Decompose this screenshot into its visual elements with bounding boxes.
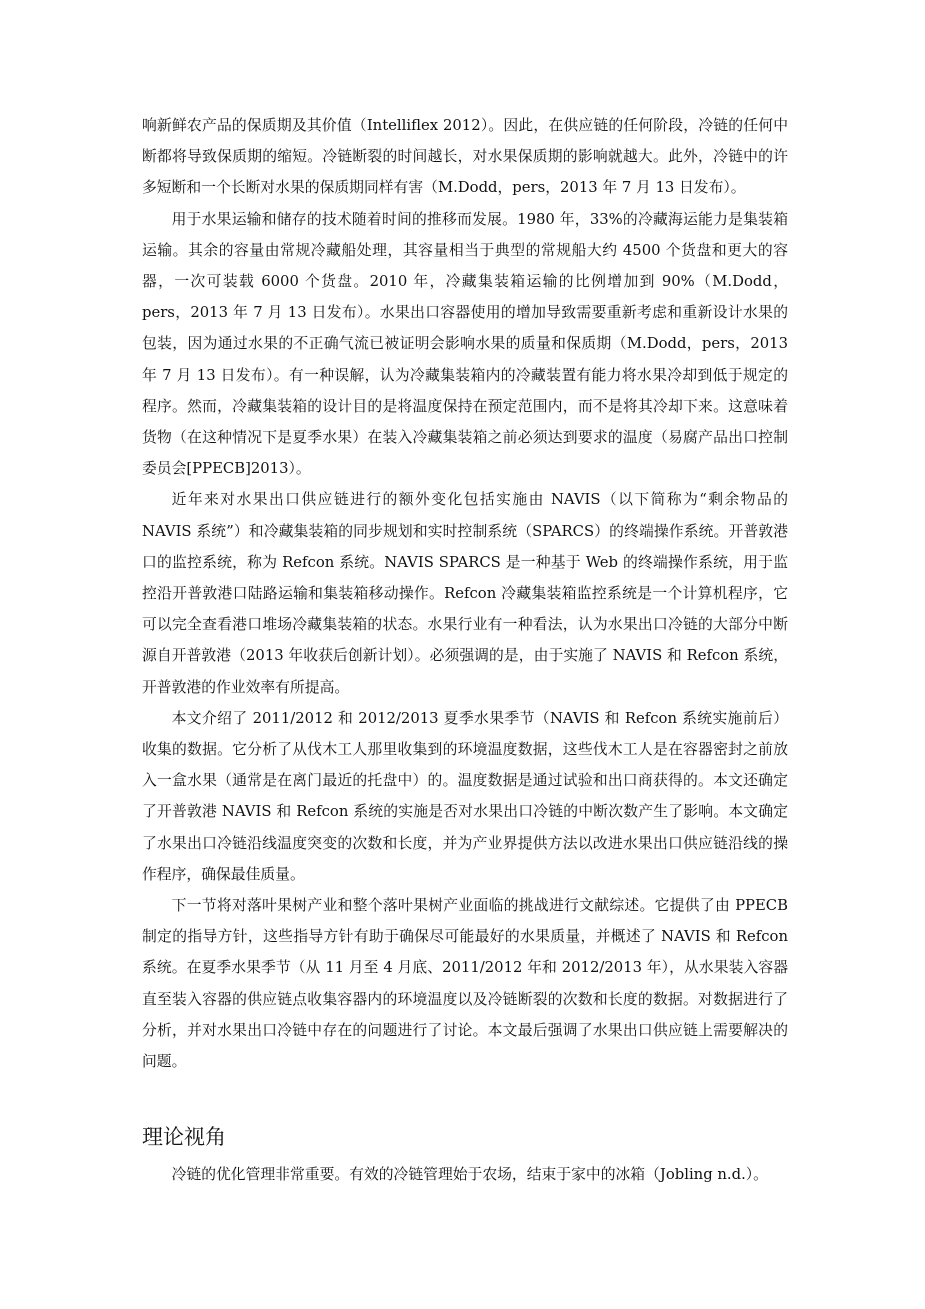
paragraph-outline: 下一节将对落叶果树产业和整个落叶果树产业面临的挑战进行文献综述。它提供了由 PPECB 制定的指导方针，这些指导方针有助于确保尽可能最好的水果质量，并概述了 NAVIS 和 Refcon 系统。在夏季水果季节（从 11 月至 4 月底、2011/2012 年和 2012/2013 年），从水果装入容器直至装入容器的供应链点收集容器内的环境温度以及冷链断裂的次数和长度的数据。对数据进行了分析，并对水果出口冷链中存在的问题进行了讨论。本文最后强调了水果出口供应链上需要解决的问题。: [142, 897, 788, 1071]
document-page: [142, 110, 788, 1191]
paragraph-continued: 响新鲜农产品的保质期及其价值（Intelliflex 2012）。因此，在供应链的任何阶段，冷链的任何中断都将导致保质期的缩短。冷链断裂的时间越长，对水果保质期的影响就越大。此外，冷链中的许多短断和一个长断对水果的保质期同样有害（M.Dodd，pers，2013 年 7 月 13 日发布）。: [142, 117, 788, 197]
paragraph-navis-refcon: 近年来对水果出口供应链进行的额外变化包括实施由 NAVIS（以下简称为“剩余物品的 NAVIS 系统”）和冷藏集装箱的同步规划和实时控制系统（SPARCS）的终端操作系统。开普敦港口的监控系统，称为 Refcon 系统。NAVIS SPARCS 是一种基于 Web 的终端操作系统，用于监控沿开普敦港口陆路运输和集装箱移动操作。Refcon 冷藏集装箱监控系统是一个计算机程序，它可以完全查看港口堆场冷藏集装箱的状态。水果行业有一种看法，认为水果出口冷链的大部分中断源自开普敦港（2013 年收获后创新计划）。必须强调的是，由于实施了 NAVIS 和 Refcon 系统，开普敦港的作业效率有所提高。: [142, 491, 788, 696]
paragraph-transport-technology: 用于水果运输和储存的技术随着时间的推移而发展。1980 年，33%的冷藏海运能力是集装箱运输。其余的容量由常规冷藏船处理，其容量相当于典型的常规船大约 4500 个货盘和更大的容器，一次可装载 6000 个货盘。2010 年，冷藏集装箱运输的比例增加到 90%（M.Dodd，pers，2013 年 7 月 13 日发布）。水果出口容器使用的增加导致需要重新考虑和重新设计水果的包装，因为通过水果的不正确气流已被证明会影响水果的质量和保质期（M.Dodd，pers，2013 年 7 月 13 日发布）。有一种误解，认为冷藏集装箱内的冷藏装置有能力将水果冷却到低于规定的程序。然而，冷藏集装箱的设计目的是将温度保持在预定范围内，而不是将其冷却下来。这意味着货物（在这种情况下是夏季水果）在装入冷藏集装箱之前必须达到要求的温度（易腐产品出口控制委员会[PPECB]2013）。: [142, 210, 788, 478]
paragraph-study-scope: 本文介绍了 2011/2012 和 2012/2013 夏季水果季节（NAVIS 和 Refcon 系统实施前后）收集的数据。它分析了从伐木工人那里收集到的环境温度数据，这些伐木工人是在容器密封之前放入一盒水果（通常是在离门最近的托盘中）的。温度数据是通过试验和出口商获得的。本文还确定了开普敦港 NAVIS 和 Refcon 系统的实施是否对水果出口冷链的中断次数产生了影响。本文确定了水果出口冷链沿线温度突变的次数和长度，并为产业界提供方法以改进水果出口供应链沿线的操作程序，确保最佳质量。: [142, 709, 788, 883]
paragraph-theory-intro: 冷链的优化管理非常重要。有效的冷链管理始于农场，结束于家中的冰箱（Jobling n.d.）。: [171, 1166, 768, 1184]
section-heading: 理论视角: [142, 1125, 226, 1150]
